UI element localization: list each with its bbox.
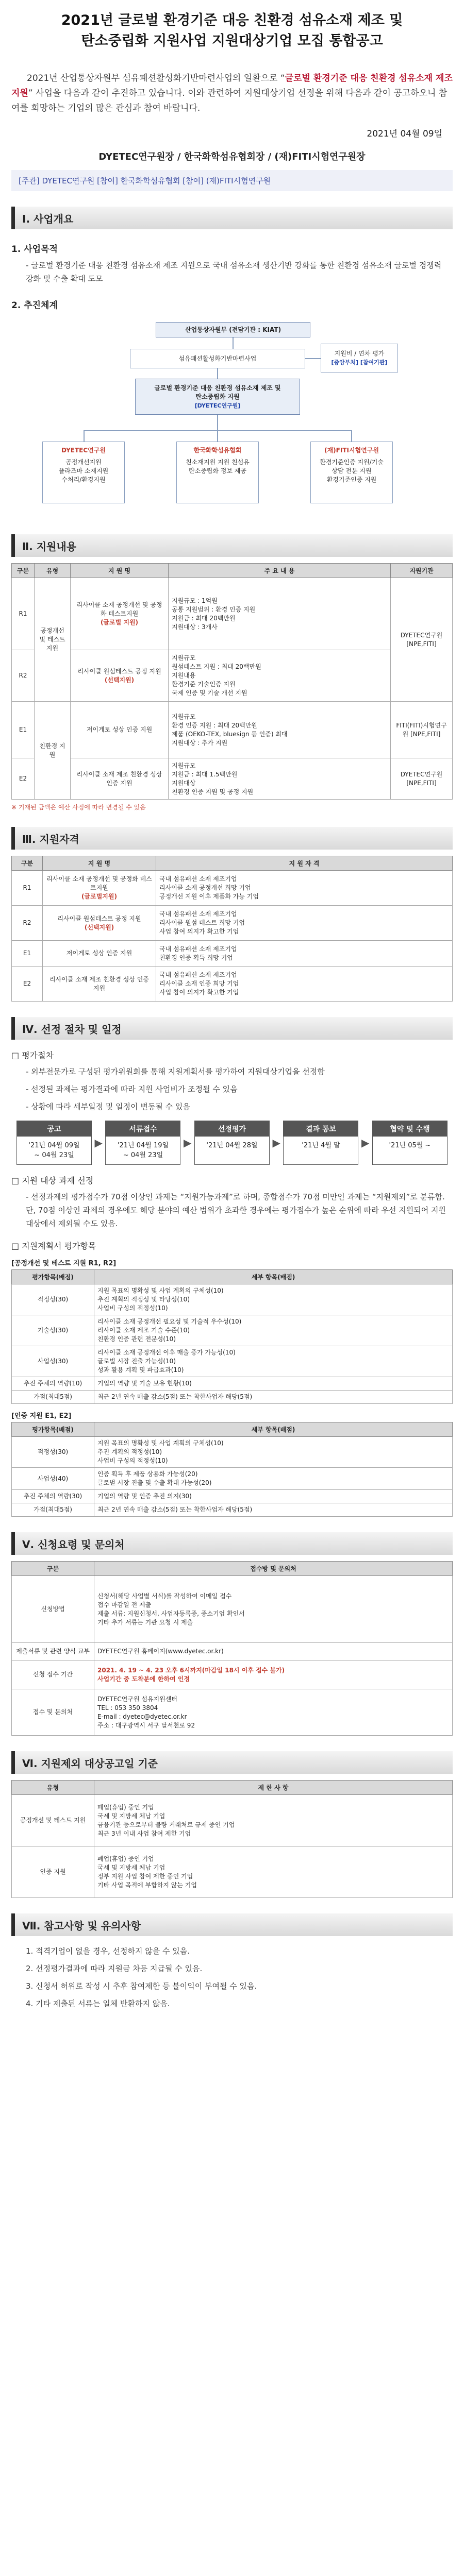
step-submit: 서류접수 '21년 04월 19일 ~ 04월 23일 <box>105 1121 180 1165</box>
step-announce: 공고 '21년 04월 09일 ~ 04월 23일 <box>16 1121 92 1165</box>
chart-box-fiti: (재)FITI시험연구원 환경기준인증 지원/기술 상담 전문 지원 환경기준인증 지원 <box>310 442 393 503</box>
chart-mid: 섬유패션활성화기반마련사업 <box>130 349 305 368</box>
intro-text: 2021년 산업통상자원부 섬유패션활성화기반마련사업의 일환으로 “ <box>27 73 285 83</box>
table-row: R1 공정개선 및 테스트 지원 리사이클 소재 공정개선 및 공정화 테스트지원 (글로벌 지원) 지원규모 : 1억원 공통 지원범위 : 환경 인증 지원 지원금 : 최대 20백만원 지원대상 : 3개사 DYETEC연구원 [NPE,FITI] <box>12 578 453 650</box>
criteria-heading: □ 지원계획서 평가항목 <box>11 1241 96 1251</box>
reference-item: 3. 신청서 허위로 작성 시 추후 참여제한 등 불이익이 부여될 수 있음. <box>26 1981 257 1991</box>
table-row: R2 리사이클 원섬테스트 공정 지원 (선택지원) 지원규모 원섬테스트 지원 : 최대 20백만원 지원내용 환경기준 기술인증 지원 국제 인증 및 기술 개선 지원 <box>12 650 453 702</box>
table-row: E2 리사이클 소재 제조 친환경 성상 인증 지원 지원규모 지원금 : 최대 1.5백만원 지원대상 친환경 인증 지원 및 공정 지원 DYETEC연구원 [NPE,FITI] <box>12 758 453 800</box>
arrow-icon: ▶ <box>272 1137 280 1149</box>
table-row: R2 리사이클 원섬테스트 공정 지원 (선택지원) 국내 섬유패션 소재 제조기업 리사이클 원섬 테스트 희망 기업 사업 참여 의지가 확고한 기업 <box>12 906 453 941</box>
arrow-icon: ▶ <box>361 1137 370 1149</box>
section-1-title: Ⅰ. 사업개요 <box>11 207 453 229</box>
step-result: 결과 통보 '21년 4월 말 <box>283 1121 358 1165</box>
eval-text-3: - 상황에 따라 세부일정 및 일정이 변동될 수 있음 <box>26 1102 190 1111</box>
intro-highlight: 글로벌 환경기준 대응 친환경 섬유소재 제조 지원 <box>11 73 453 98</box>
support-table: 구분 유형 지 원 명 주 요 내 용 지원기관 R1 공정개선 및 테스트 지원 리사이클 소재 공정개선 및 공정화 테스트지원 (글로벌 지원) 지원규모 : 1억원 공통 지원범위 : 환경 인증 지원 지원금 : 최대 20백만원 지원대상 : 3개사 DYETEC연구원 [NPE,FITI] R2 리사이클 원섬테스트 공정 지원 (선택지원) 지원규모 원섬테스트 지원 : 최대 20백만원 지원내용 환경기준 기술인증 지원 국제 인증 및 기술 개선 지원 E1 친환경 지원 저이게토 성상 인증 지원 지원규모 환경 인증 지원 : 최대 20백만원 제품 (OEKO-TEX, bluesign 등 인증) 최대 지원대상 : 추가 지원 FITI(FITI)시험연구원 [NPE,FITI] E2 리사이클 소재 제조 친환경 성상 인증 지원 지원규모 지원금 : 최대 1.5백만원 지원대상 친환경 인증 지원 및 공정 지원 DYETEC연구원 [NPE,FITI] <box>11 563 453 800</box>
table-row: 제출서류 및 관련 양식 교부 DYETEC연구원 홈페이지(www.dyetec.or.kr) <box>12 1643 453 1660</box>
table-row: 공정개선 및 테스트 지원 폐업(휴업) 중인 기업 국세 및 지방세 체납 기업 금융기관 등으로부터 불량 거래처로 규제 중인 기업 최근 3년 이내 사업 참여 제한 기업 <box>12 1795 453 1846</box>
eval-process-heading: □ 평가절차 <box>11 1050 54 1060</box>
chart-box-dyetec: DYETEC연구원 공정개선지원 플라즈마 소재지원 수처리/환경지원 <box>42 442 125 503</box>
table-row: E1 저이게토 성상 인증 지원 국내 섬유패션 소재 제조기업 친환경 인증 획득 희망 기업 <box>12 941 453 967</box>
section-4-title: Ⅳ. 선정 절차 및 일정 <box>11 1017 453 1040</box>
reference-item: 2. 선정평가결과에 따라 지원금 차등 지급될 수 있음. <box>26 1964 203 1973</box>
section-3-title: Ⅲ. 지원자격 <box>11 827 453 850</box>
table-row: 사업성(40) 인증 획득 후 제품 상용화 가능성(20) 글로벌 시장 진출 및 수출 확대 가능성(20) <box>12 1468 453 1490</box>
table-row: 적정성(30) 지원 목표의 명확성 및 사업 계획의 구체성(10) 추진 계획의 적정성(10) 사업비 구성의 적정성(10) <box>12 1437 453 1468</box>
section-2-title: Ⅱ. 지원내용 <box>11 534 453 557</box>
section-6-title: Ⅵ. 지원제외 대상공고일 기준 <box>11 1751 453 1774</box>
table-row: 추진 주체의 역량(30) 기업의 역량 및 인증 추진 의지(30) <box>12 1490 453 1503</box>
eligibility-table: 구분 지 원 명 지 원 자 격 R1 리사이클 소재 공정개선 및 공정화 테스트지원 (글로벌지원) 국내 섬유패션 소재 제조기업 리사이클 소재 공정개선 희망 기업 공정개선 지원 이후 제품화 가능 기업 R2 리사이클 원섬테스트 공정 지원 (선택지원) 국내 섬유패션 소재 제조기업 리사이클 원섬 테스트 희망 기업 사업 참여 의지가 확고한 기업 E1 저이게토 성상 인증 지원 국내 섬유패션 소재 제조기업 친환경 인증 획득 희망 기업 E2 리사이클 소재 제조 친환경 성상 인증 지원 국내 섬유패션 소재 제조기업 리사이클 소재 인증 희망 기업 사업 참여 의지가 확고한 기업 <box>11 856 453 1002</box>
notice-date: 2021년 04월 09일 <box>367 129 442 139</box>
arrow-icon: ▶ <box>184 1137 192 1149</box>
table-row: 신청방법 신청서(해당 사업별 서식)를 작성하여 이메일 접수 접수 마감일 전 제출 제출 서류: 지원신청서, 사업자등록증, 중소기업 확인서 기타 추가 서류는 기관 요청 시 제출 <box>12 1576 453 1643</box>
purpose-heading: 1. 사업목적 <box>11 244 58 255</box>
eval-text-2: - 선정된 과제는 평가결과에 따라 지원 사업비가 조정될 수 있음 <box>26 1084 238 1094</box>
section-5-title: Ⅴ. 신청요령 및 문의처 <box>11 1532 453 1555</box>
criteria-table-2: 평가항목(배점) 세부 항목(배점) 적정성(30) 지원 목표의 명확성 및 사업 계획의 구체성(10) 추진 계획의 적정성(10) 사업비 구성의 적정성(10) 사업성(40) 인증 획득 후 제품 상용화 가능성(20) 글로벌 시장 진출 및 수출 확대 가능성(20) 추진 주체의 역량(30) 기업의 역량 및 인증 추진 의지(30) 가점(최대5점) 최근 2년 연속 매출 감소(5점) 또는 착한사업자 해당(5점) <box>11 1422 453 1517</box>
exclusion-table: 유형 제 한 사 항 공정개선 및 테스트 지원 폐업(휴업) 중인 기업 국세 및 지방세 체납 기업 금융기관 등으로부터 불량 거래처로 규제 중인 기업 최근 3년 이내 사업 참여 제한 기업 인증 지원 폐업(휴업) 중인 기업 국세 및 지방세 체납 기업 정부 지원 사업 참여 제한 중인 기업 기타 사업 목적에 부합하지 않는 기업 <box>11 1780 453 1898</box>
application-table: 구분 접수방 및 문의처 신청방법 신청서(해당 사업별 서식)를 작성하여 이메일 접수 접수 마감일 전 제출 제출 서류: 지원신청서, 사업자등록증, 중소기업 확인서 기타 추가 서류는 기관 요청 시 제출 제출서류 및 관련 양식 교부 DYETEC연구원 홈페이지(www.dyetec.or.kr) 신청 접수 기간 2021. 4. 19 ~ 4. 23 오후 6시까지(마감일 18시 이후 접수 불가) 사업기간 중 도착분에 한하여 인정 접수 및 문의처 DYETEC연구원 섬유지원센터 TEL : 053 350 3804 E-mail : dyetec@dyetec.or.kr 주소 : 대구광역시 서구 달서천로 92 <box>11 1561 453 1736</box>
step-evaluation: 선정평가 '21년 04월 28일 <box>194 1121 270 1165</box>
intro-text-2: ” 사업을 다음과 같이 추진하고 있습니다. 이와 관련하여 지원대상기업 선정을 위해 다음과 같이 공고하오니 참여를 희망하는 기업의 많은 관심과 참여 바랍니다. <box>11 88 448 113</box>
host-box: [주관] DYETEC연구원 [참여] 한국화학섬유협회 [참여] (재)FITI시험연구원 <box>11 170 453 191</box>
table-row: 기술성(30) 리사이클 소재 공정개선 필요성 및 기술적 우수성(10) 리사이클 소재 제조 기술 수준(10) 친환경 인증 관련 전문성(10) <box>12 1315 453 1346</box>
chart-top: 산업통상자원부 (전담기관 : KIAT) <box>156 322 310 337</box>
reference-item: 1. 적격기업이 없을 경우, 선정하지 않을 수 있음. <box>26 1946 190 1956</box>
intro-paragraph <box>11 71 453 116</box>
organizations: DYETEC연구원장 / 한국화학섬유협회장 / (재)FITI시험연구원장 <box>98 151 366 162</box>
support-note: ※ 기재된 금액은 예산 사정에 따라 변경될 수 있음 <box>11 804 146 811</box>
chart-box-kcfa: 한국화학섬유협회 친소재지원 지원 친섬유 탄소중립화 정보 제공 <box>176 442 259 503</box>
title-line-2: 탄소중립화 지원사업 지원대상기업 모집 통합공고 <box>81 33 383 49</box>
org-chart <box>11 318 453 519</box>
table-row: 사업성(30) 리사이클 소재 공정개선 이후 매출 증가 가능성(10) 글로벌 시장 진출 가능성(10) 성과 활용 계획 및 파급효과(10) <box>12 1346 453 1377</box>
table-row: 가점(최대5점) 최근 2년 연속 매출 감소(5점) 또는 착한사업자 해당(5점) <box>12 1503 453 1517</box>
structure-heading: 2. 추진체계 <box>11 300 58 311</box>
table-row: 접수 및 문의처 DYETEC연구원 섬유지원센터 TEL : 053 350 3804 E-mail : dyetec@dyetec.or.kr 주소 : 대구광역시 서구 달서천로 92 <box>12 1689 453 1736</box>
purpose-text: - 글로벌 환경기준 대응 친환경 섬유소재 제조 지원으로 국내 섬유소재 생산기반 강화를 통한 친환경 섬유소재 글로벌 경쟁력 강화 및 수출 확대 도모 <box>26 261 442 283</box>
notice-title <box>11 10 453 52</box>
selection-heading: □ 지원 대상 과제 선정 <box>11 1176 94 1185</box>
title-line-1: 2021년 글로벌 환경기준 대응 친환경 섬유소재 제조 및 <box>61 12 403 28</box>
eval-text-1: - 외부전문가로 구성된 평가위원회를 통해 지원계획서를 평가하여 지원대상기업을 선정함 <box>26 1067 325 1076</box>
criteria-table-1: 평가항목(배점) 세부 항목(배점) 적정성(30) 지원 목표의 명확성 및 사업 계획의 구체성(10) 추진 계획의 적정성 및 타당성(10) 사업비 구성의 적정성(10) 기술성(30) 리사이클 소재 공정개선 필요성 및 기술적 우수성(10) 리사이클 소재 제조 기술 수준(10) 친환경 인증 관련 전문성(10) 사업성(30) 리사이클 소재 공정개선 이후 매출 증가 가능성(10) 글로벌 시장 진출 가능성(10) 성과 활용 계획 및 파급효과(10) 추진 주체의 역량(10) 기업의 역량 및 기술 보유 현황(10) 가점(최대5점) 최근 2년 연속 매출 감소(5점) 또는 착한사업자 해당(5점) <box>11 1269 453 1404</box>
arrow-icon: ▶ <box>94 1137 103 1149</box>
table-row: 적정성(30) 지원 목표의 명확성 및 사업 계획의 구체성(10) 추진 계획의 적정성 및 타당성(10) 사업비 구성의 적정성(10) <box>12 1284 453 1315</box>
table-row: 인증 지원 폐업(휴업) 중인 기업 국세 및 지방세 체납 기업 정부 지원 사업 참여 제한 중인 기업 기타 사업 목적에 부합하지 않는 기업 <box>12 1846 453 1898</box>
reference-item: 4. 기타 제출된 서류는 일체 반환하지 않음. <box>26 1999 170 2008</box>
chart-side: 지원비 / 연차 평가 [중앙부처] [참여기관] <box>321 344 398 372</box>
table-row: 신청 접수 기간 2021. 4. 19 ~ 4. 23 오후 6시까지(마감일 18시 이후 접수 불가) 사업기간 중 도착분에 한하여 인정 <box>12 1660 453 1689</box>
criteria-table-1-caption: [공정개선 및 테스트 지원 R1, R2] <box>11 1260 117 1267</box>
table-row: E1 친환경 지원 저이게토 성상 인증 지원 지원규모 환경 인증 지원 : 최대 20백만원 제품 (OEKO-TEX, bluesign 등 인증) 최대 지원대상 : 추가 지원 FITI(FITI)시험연구원 [NPE,FITI] <box>12 702 453 758</box>
table-row: 가점(최대5점) 최근 2년 연속 매출 감소(5점) 또는 착한사업자 해당(5점) <box>12 1391 453 1404</box>
schedule-steps <box>11 1121 453 1165</box>
table-row: E2 리사이클 소재 제조 친환경 성상 인증 지원 국내 섬유패션 소재 제조기업 리사이클 소재 인증 희망 기업 사업 참여 의지가 확고한 기업 <box>12 967 453 1002</box>
section-7-title: Ⅶ. 참고사항 및 유의사항 <box>11 1913 453 1936</box>
step-contract: 협약 및 수행 '21년 05월 ~ <box>372 1121 448 1165</box>
selection-text: - 선정과제의 평가점수가 70점 이상인 과제는 “지원가능과제”로 하며, 종합점수가 70점 미만인 과제는 “지원제외”로 분류함. 단, 70점 이상인 과제의 경우에도 해당 분야의 예산 범위가 초과한 경우에는 평가점수가 높은 순위에 따라 우선 지원되어 지원 대상에서 제외될 수도 있음. <box>26 1192 446 1228</box>
table-row: 추진 주체의 역량(10) 기업의 역량 및 기술 보유 현황(10) <box>12 1377 453 1391</box>
chart-center: 글로벌 환경기준 대응 친환경 섬유소재 제조 및 탄소중립화 지원 [DYETEC연구원] <box>135 379 300 415</box>
table-row: R1 리사이클 소재 공정개선 및 공정화 테스트지원 (글로벌지원) 국내 섬유패션 소재 제조기업 리사이클 소재 공정개선 희망 기업 공정개선 지원 이후 제품화 가능 기업 <box>12 871 453 906</box>
criteria-table-2-caption: [인증 지원 E1, E2] <box>11 1412 72 1420</box>
